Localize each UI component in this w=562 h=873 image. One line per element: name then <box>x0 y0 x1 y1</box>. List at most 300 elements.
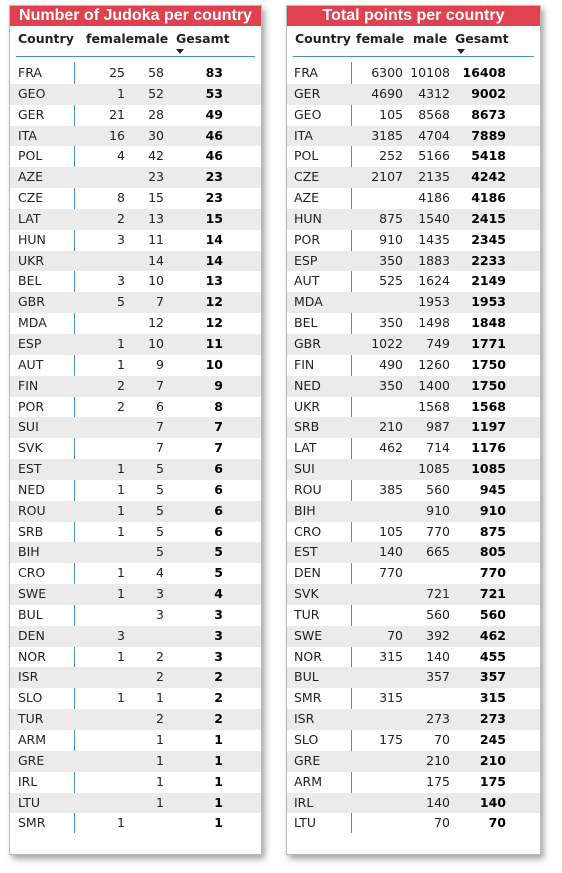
total-cell: 11 <box>205 335 223 351</box>
total-cell: 2149 <box>471 273 506 289</box>
male-cell: 1 <box>156 732 164 747</box>
female-cell: 3 <box>117 627 125 643</box>
table-row[interactable] <box>287 480 540 501</box>
male-cell: 2 <box>156 648 164 664</box>
country-cell: IRL <box>18 773 38 789</box>
male-cell: 1883 <box>418 252 450 268</box>
table-row[interactable] <box>10 688 261 709</box>
table-row[interactable] <box>287 271 540 292</box>
female-cell: 1 <box>117 815 125 831</box>
country-cell: NED <box>294 377 321 393</box>
table-row[interactable] <box>10 709 261 730</box>
male-cell: 10108 <box>410 65 450 80</box>
male-cell: 910 <box>426 502 450 518</box>
male-cell: 665 <box>426 544 450 560</box>
male-cell: 175 <box>426 773 450 789</box>
female-cell: 490 <box>379 356 403 372</box>
country-cell: FIN <box>294 356 315 372</box>
total-cell: 455 <box>479 648 506 664</box>
total-cell: 721 <box>479 586 506 602</box>
total-cell: 4 <box>214 586 223 602</box>
table-row[interactable] <box>287 230 540 251</box>
table-row[interactable] <box>10 146 261 167</box>
country-cell: ESP <box>18 335 42 351</box>
column-header-male[interactable]: male <box>413 31 448 46</box>
male-cell: 70 <box>434 732 450 747</box>
total-cell: 1 <box>214 752 223 768</box>
column-header-female[interactable]: female <box>86 31 135 46</box>
country-cell: MDA <box>294 294 323 310</box>
total-cell: 2 <box>214 711 223 727</box>
total-cell: 1953 <box>471 294 506 310</box>
column-header-total[interactable]: Gesamt <box>455 31 509 46</box>
male-cell: 1624 <box>418 273 450 289</box>
country-cell: AZE <box>294 190 320 206</box>
table-row[interactable] <box>10 105 261 126</box>
country-cell: NOR <box>294 648 322 664</box>
male-cell: 357 <box>426 669 450 685</box>
male-cell: 273 <box>426 711 450 727</box>
country-cell: EST <box>18 461 42 477</box>
total-cell: 8 <box>214 398 223 414</box>
country-cell: CRO <box>18 565 46 581</box>
country-cell: POR <box>294 231 321 247</box>
female-cell: 2107 <box>371 169 403 185</box>
table-row[interactable] <box>287 772 540 793</box>
table-row[interactable] <box>10 251 261 272</box>
male-cell: 5 <box>156 544 164 560</box>
country-cell: TUR <box>294 606 320 622</box>
total-cell: 49 <box>205 106 223 122</box>
total-cell: 210 <box>479 752 506 768</box>
female-cell: 3 <box>117 273 125 289</box>
total-cell: 12 <box>205 294 223 310</box>
female-cell: 1 <box>117 565 125 581</box>
male-cell: 5 <box>156 502 164 518</box>
total-cell: 1 <box>214 773 223 789</box>
country-cell: GBR <box>18 294 45 310</box>
female-cell: 2 <box>117 210 125 226</box>
table-row[interactable] <box>287 417 540 438</box>
female-cell: 70 <box>387 627 403 643</box>
male-cell: 5 <box>156 461 164 477</box>
male-cell: 11 <box>148 231 164 247</box>
table-row[interactable] <box>10 355 261 376</box>
female-cell: 1 <box>117 461 125 477</box>
total-cell: 7 <box>214 419 223 435</box>
country-cell: SLO <box>294 732 319 747</box>
table-row[interactable] <box>10 667 261 688</box>
country-cell: NOR <box>18 648 46 664</box>
male-cell: 28 <box>148 106 164 122</box>
country-cell: ITA <box>294 127 313 143</box>
table-row[interactable] <box>10 292 261 313</box>
table-row[interactable] <box>10 730 261 751</box>
table-row[interactable] <box>10 626 261 647</box>
female-cell: 3185 <box>371 127 403 143</box>
female-cell: 4 <box>117 148 125 164</box>
country-cell: AZE <box>18 169 44 185</box>
country-cell: UKR <box>18 252 45 268</box>
total-cell: 1176 <box>471 440 506 456</box>
table-row[interactable] <box>10 772 261 793</box>
table-row[interactable] <box>287 146 540 167</box>
table-title: Number of Judoka per country <box>10 6 261 26</box>
table-row[interactable] <box>287 688 540 709</box>
total-cell: 3 <box>214 627 223 643</box>
table-row[interactable] <box>287 563 540 584</box>
country-cell: BEL <box>18 273 42 289</box>
table-row[interactable] <box>10 813 261 834</box>
sort-descending-icon[interactable] <box>457 49 465 54</box>
table-row[interactable] <box>287 251 540 272</box>
table-row[interactable] <box>10 63 261 84</box>
total-cell: 462 <box>479 627 506 643</box>
female-cell: 1 <box>117 356 125 372</box>
table-row[interactable] <box>10 501 261 522</box>
male-cell: 30 <box>148 127 164 143</box>
country-cell: BIH <box>294 502 316 518</box>
male-cell: 1 <box>156 690 164 706</box>
country-cell: POR <box>18 398 45 414</box>
total-cell: 1 <box>214 815 223 831</box>
male-cell: 10 <box>148 273 164 289</box>
male-cell: 1498 <box>418 315 450 331</box>
female-cell: 105 <box>379 523 403 539</box>
country-cell: ITA <box>18 127 37 143</box>
table-row[interactable] <box>287 667 540 688</box>
male-cell: 1568 <box>418 398 450 414</box>
country-cell: ARM <box>18 732 47 747</box>
country-cell: DEN <box>18 627 45 643</box>
column-header-country[interactable]: Country <box>295 31 351 46</box>
male-cell: 13 <box>148 210 164 226</box>
total-cell: 8673 <box>471 106 506 122</box>
total-cell: 357 <box>479 669 506 685</box>
female-cell: 462 <box>379 440 403 456</box>
table-row[interactable] <box>10 793 261 814</box>
male-cell: 1953 <box>418 294 450 310</box>
male-cell: 1260 <box>418 356 450 372</box>
total-cell: 175 <box>479 773 506 789</box>
table-row[interactable] <box>287 397 540 418</box>
points-total-table <box>286 5 541 855</box>
country-cell: POL <box>294 148 319 164</box>
male-cell: 58 <box>148 65 164 80</box>
male-cell: 3 <box>156 586 164 602</box>
table-row[interactable] <box>287 313 540 334</box>
female-cell: 1 <box>117 502 125 518</box>
total-cell: 945 <box>479 481 506 497</box>
table-row[interactable] <box>287 730 540 751</box>
female-cell: 1 <box>117 586 125 602</box>
country-cell: ISR <box>18 669 39 685</box>
total-cell: 1848 <box>471 315 506 331</box>
table-row[interactable] <box>287 501 540 522</box>
table-row[interactable] <box>287 438 540 459</box>
female-cell: 6300 <box>371 65 403 80</box>
country-cell: ROU <box>294 481 322 497</box>
table-row[interactable] <box>287 126 540 147</box>
table-row[interactable] <box>287 84 540 105</box>
table-row[interactable] <box>10 563 261 584</box>
female-cell: 175 <box>379 732 403 747</box>
table-row[interactable] <box>287 542 540 563</box>
table-title: Total points per country <box>287 6 540 26</box>
country-cell: SUI <box>294 461 315 477</box>
country-cell: DEN <box>294 565 321 581</box>
female-cell: 1 <box>117 648 125 664</box>
total-cell: 14 <box>205 252 223 268</box>
table-row[interactable] <box>10 397 261 418</box>
male-cell: 52 <box>148 85 164 101</box>
table-row[interactable] <box>287 376 540 397</box>
total-cell: 3 <box>214 648 223 664</box>
table-row[interactable] <box>10 313 261 334</box>
total-cell: 6 <box>214 481 223 497</box>
total-cell: 6 <box>214 502 223 518</box>
male-cell: 140 <box>426 648 450 664</box>
total-cell: 7 <box>214 440 223 456</box>
female-cell: 315 <box>379 690 403 706</box>
country-cell: LAT <box>18 210 41 226</box>
male-cell: 5166 <box>418 148 450 164</box>
male-cell: 5 <box>156 523 164 539</box>
table-row[interactable] <box>10 271 261 292</box>
total-cell: 12 <box>205 315 223 331</box>
total-cell: 1 <box>214 732 223 747</box>
total-cell: 53 <box>205 85 223 101</box>
male-cell: 2 <box>156 711 164 727</box>
female-cell: 1 <box>117 335 125 351</box>
country-cell: GER <box>294 85 321 101</box>
country-cell: CRO <box>294 523 322 539</box>
female-cell: 1022 <box>371 335 403 351</box>
total-cell: 875 <box>479 523 506 539</box>
total-cell: 1771 <box>471 335 506 351</box>
male-cell: 12 <box>148 315 164 331</box>
male-cell: 7 <box>156 440 164 456</box>
total-cell: 1750 <box>471 356 506 372</box>
male-cell: 23 <box>148 169 164 185</box>
table-row[interactable] <box>10 751 261 772</box>
country-cell: GRE <box>18 752 45 768</box>
male-cell: 140 <box>426 794 450 810</box>
female-cell: 770 <box>379 565 403 581</box>
male-cell: 560 <box>426 481 450 497</box>
table-row[interactable] <box>10 334 261 355</box>
male-cell: 3 <box>156 606 164 622</box>
male-cell: 10 <box>148 335 164 351</box>
total-cell: 4242 <box>471 169 506 185</box>
table-row[interactable] <box>10 167 261 188</box>
table-row[interactable] <box>287 167 540 188</box>
country-cell: BEL <box>294 315 318 331</box>
country-cell: SMR <box>18 815 46 831</box>
male-cell: 392 <box>426 627 450 643</box>
male-cell: 4704 <box>418 127 450 143</box>
table-header <box>293 26 534 57</box>
total-cell: 2 <box>214 690 223 706</box>
country-cell: BUL <box>18 606 43 622</box>
country-cell: GBR <box>294 335 321 351</box>
female-cell: 140 <box>379 544 403 560</box>
total-cell: 5418 <box>471 148 506 164</box>
female-cell: 1 <box>117 85 125 101</box>
male-cell: 9 <box>156 356 164 372</box>
male-cell: 42 <box>148 148 164 164</box>
table-row[interactable] <box>10 542 261 563</box>
total-cell: 23 <box>205 190 223 206</box>
table-row[interactable] <box>10 376 261 397</box>
female-cell: 2 <box>117 377 125 393</box>
total-cell: 273 <box>479 711 506 727</box>
table-row[interactable] <box>10 584 261 605</box>
table-row[interactable] <box>10 230 261 251</box>
country-cell: EST <box>294 544 318 560</box>
column-header-female[interactable]: female <box>356 31 405 46</box>
male-cell: 1435 <box>418 231 450 247</box>
country-cell: BIH <box>18 544 40 560</box>
country-cell: CZE <box>18 190 44 206</box>
judoka-count-table <box>9 5 262 855</box>
country-cell: FIN <box>18 377 39 393</box>
total-cell: 245 <box>479 732 506 747</box>
table-row[interactable] <box>287 355 540 376</box>
country-cell: IRL <box>294 794 314 810</box>
male-cell: 1 <box>156 773 164 789</box>
column-header-male[interactable]: male <box>134 31 169 46</box>
table-row[interactable] <box>287 522 540 543</box>
total-cell: 1 <box>214 794 223 810</box>
total-cell: 6 <box>214 523 223 539</box>
total-cell: 9002 <box>471 85 506 101</box>
female-cell: 105 <box>379 106 403 122</box>
total-cell: 5 <box>214 565 223 581</box>
male-cell: 8568 <box>418 106 450 122</box>
country-cell: GEO <box>294 106 322 122</box>
table-row[interactable] <box>287 188 540 209</box>
country-cell: SVK <box>294 586 319 602</box>
table-row[interactable] <box>287 751 540 772</box>
total-cell: 9 <box>214 377 223 393</box>
table-row[interactable] <box>10 605 261 626</box>
female-cell: 21 <box>109 106 125 122</box>
total-cell: 6 <box>214 461 223 477</box>
country-cell: TUR <box>18 711 44 727</box>
sort-descending-icon[interactable] <box>176 49 184 54</box>
total-cell: 4186 <box>471 190 506 206</box>
female-cell: 25 <box>109 65 125 80</box>
female-cell: 3 <box>117 231 125 247</box>
male-cell: 4312 <box>418 85 450 101</box>
table-row[interactable] <box>10 417 261 438</box>
table-row[interactable] <box>10 126 261 147</box>
female-cell: 350 <box>379 377 403 393</box>
male-cell: 6 <box>156 398 164 414</box>
table-row[interactable] <box>287 793 540 814</box>
country-cell: SUI <box>18 419 39 435</box>
country-cell: UKR <box>294 398 321 414</box>
female-cell: 16 <box>109 127 125 143</box>
country-cell: LTU <box>18 794 41 810</box>
country-cell: SRB <box>294 419 320 435</box>
female-cell: 252 <box>379 148 403 164</box>
total-cell: 315 <box>479 690 506 706</box>
table-row[interactable] <box>10 209 261 230</box>
male-cell: 7 <box>156 294 164 310</box>
table-row[interactable] <box>287 334 540 355</box>
country-cell: MDA <box>18 315 47 331</box>
total-cell: 83 <box>205 65 223 80</box>
total-cell: 3 <box>214 606 223 622</box>
table-row[interactable] <box>10 480 261 501</box>
country-cell: AUT <box>294 273 320 289</box>
table-row[interactable] <box>287 605 540 626</box>
male-cell: 714 <box>426 440 450 456</box>
female-cell: 2 <box>117 398 125 414</box>
male-cell: 2135 <box>418 169 450 185</box>
female-cell: 350 <box>379 315 403 331</box>
table-row[interactable] <box>10 522 261 543</box>
country-cell: ROU <box>18 502 46 518</box>
female-cell: 875 <box>379 210 403 226</box>
table-row[interactable] <box>287 63 540 84</box>
table-row[interactable] <box>287 209 540 230</box>
table-row[interactable] <box>10 438 261 459</box>
table-row[interactable] <box>10 647 261 668</box>
table-row[interactable] <box>287 626 540 647</box>
total-cell: 13 <box>205 273 223 289</box>
total-cell: 2345 <box>471 231 506 247</box>
country-cell: POL <box>18 148 43 164</box>
female-cell: 350 <box>379 252 403 268</box>
table-row[interactable] <box>10 84 261 105</box>
table-row[interactable] <box>10 188 261 209</box>
country-cell: SLO <box>18 690 43 706</box>
male-cell: 4186 <box>418 190 450 206</box>
total-cell: 5 <box>214 544 223 560</box>
female-cell: 1 <box>117 690 125 706</box>
column-header-total[interactable]: Gesamt <box>176 31 230 46</box>
total-cell: 23 <box>205 169 223 185</box>
total-cell: 10 <box>205 356 223 372</box>
table-row[interactable] <box>287 584 540 605</box>
male-cell: 2 <box>156 669 164 685</box>
table-row[interactable] <box>10 459 261 480</box>
table-row[interactable] <box>287 292 540 313</box>
female-cell: 525 <box>379 273 403 289</box>
table-row[interactable] <box>287 647 540 668</box>
total-cell: 1085 <box>471 461 506 477</box>
country-cell: GRE <box>294 752 321 768</box>
table-row[interactable] <box>287 105 540 126</box>
male-cell: 15 <box>148 190 164 206</box>
country-cell: GEO <box>18 85 46 101</box>
female-cell: 4690 <box>371 85 403 101</box>
country-cell: ISR <box>294 711 315 727</box>
total-cell: 1568 <box>471 398 506 414</box>
total-cell: 1750 <box>471 377 506 393</box>
total-cell: 46 <box>205 148 223 164</box>
table-row[interactable] <box>287 813 540 834</box>
male-cell: 5 <box>156 481 164 497</box>
table-row[interactable] <box>287 709 540 730</box>
male-cell: 749 <box>426 335 450 351</box>
table-row[interactable] <box>287 459 540 480</box>
country-cell: HUN <box>18 231 46 247</box>
column-header-country[interactable]: Country <box>18 31 74 46</box>
